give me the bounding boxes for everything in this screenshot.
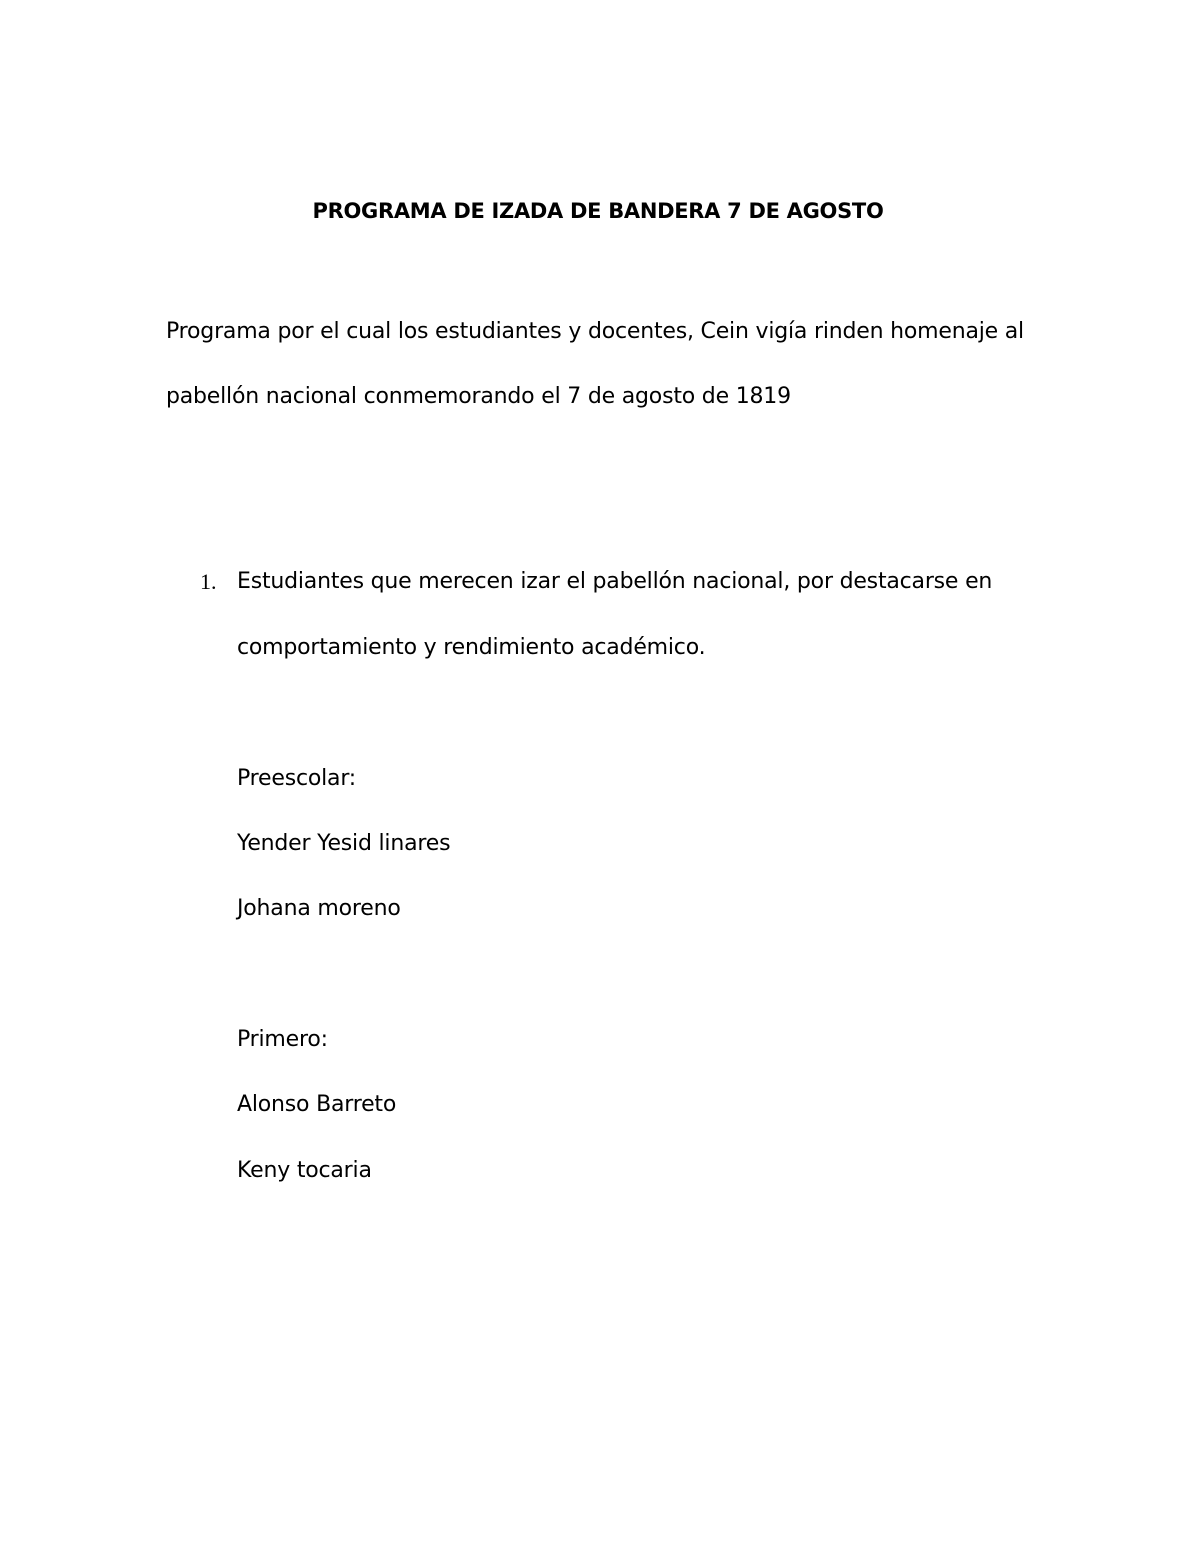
intro-line-2: pabellón nacional conmemorando el 7 de agosto de 1819 (166, 384, 791, 409)
list-item-line-2: comportamiento y rendimiento académico. (237, 635, 706, 660)
group-heading-primero: Primero: (237, 1027, 328, 1052)
list-item-line-1: Estudiantes que merecen izar el pabellón nacional, por destacarse en (237, 569, 993, 594)
list-number: 1. (200, 569, 217, 594)
document-title: PROGRAMA DE IZADA DE BANDERA 7 DE AGOSTO (312, 199, 884, 223)
intro-line-1: Programa por el cual los estudiantes y docentes, Cein vigía rinden homenaje al (166, 319, 1024, 344)
student-name: Alonso Barreto (237, 1092, 397, 1117)
student-name: Keny tocaria (237, 1158, 372, 1183)
group-heading-preescolar: Preescolar: (237, 766, 356, 791)
student-name: Johana moreno (237, 896, 401, 921)
student-name: Yender Yesid linares (237, 831, 451, 856)
